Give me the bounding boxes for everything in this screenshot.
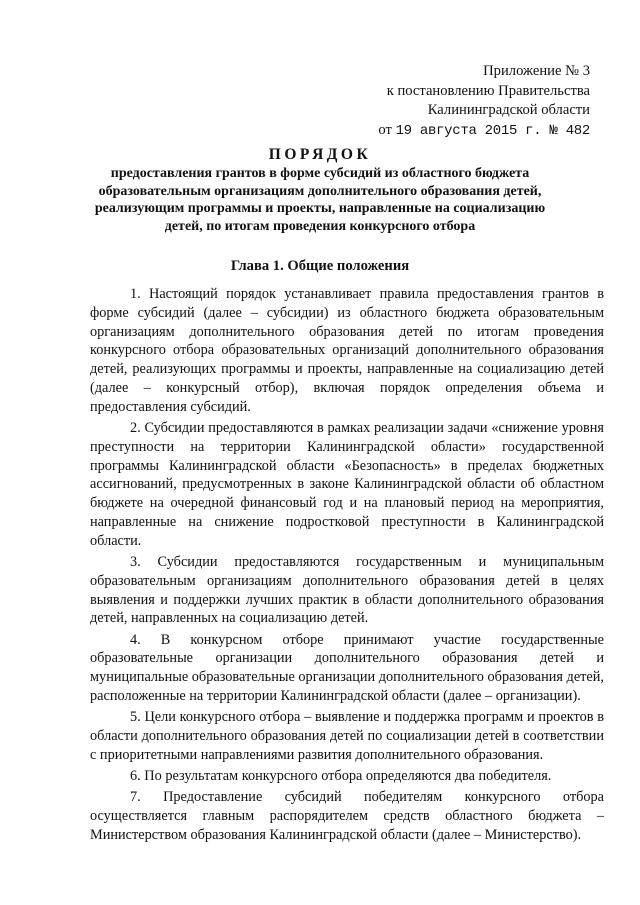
paragraph-1: 1. Настоящий порядок устанавливает правила предоставления грантов в форме субсидий (далее – субсидии) из областного бюджета образовательным организациям дополнительного образования детей по итогам проведения конкурсного отбора образовательных организаций дополнительного образования детей, реализующих программы и проекты, направленные на социализацию детей (далее – конкурсный отбор), включая порядок определения объема и предоставления субсидий. [90, 286, 604, 415]
appendix-region: Калининградской области [427, 102, 590, 118]
document-body [90, 285, 604, 847]
paragraph-7: 7. Предоставление субсидий победителям конкурсного отбора осуществляется главным распорядителем средств областного бюджета – Министерством образования Калининградской области (далее – Министерство). [90, 789, 604, 843]
date-prefix: от [378, 121, 392, 138]
appendix-resolution: к постановлению Правительства [386, 82, 590, 99]
paragraph-6: 6. По результатам конкурсного отбора определяются два победителя. [130, 767, 552, 784]
paragraph-2: 2. Субсидии предоставляются в рамках реализации задачи «снижение уровня преступности на территории Калининградской области» государственной программы Калининградской области «Безопасность» в пределах бюджетных ассигнований, предусмотренных в законе Калининградской области об областном бюджете на очередной финансовый год и на плановый период на мероприятия, направленные на снижение подростковой преступности в Калининградской области. [90, 419, 604, 549]
paragraph-5: 5. Цели конкурсного отбора – выявление и поддержка программ и проектов в области дополнительного образования детей по социализации детей в соответствии с приоритетными направлениями развития дополнительного образования. [90, 709, 604, 763]
appendix-block [340, 62, 590, 141]
paragraph-4: 4. В конкурсном отборе принимают участие государственные образовательные организации дополнительного образования детей и муниципальные образовательные организации дополнительного образования детей, расположенные на территории Калининградской области (далее – организации). [90, 631, 604, 704]
date-value: 19 августа 2015 г. № 482 [395, 122, 590, 139]
document-subtitle: предоставления грантов в форме субсидий из областного бюджета образовательным организациям дополнительного образования детей, реализующим программы и проекты, направленные на социализацию детей, по итогам проведения конкурсного отбора [94, 166, 546, 234]
document-title: ПОРЯДОК [268, 146, 372, 163]
appendix-number: Приложение № 3 [483, 63, 590, 79]
chapter-heading: Глава 1. Общие положения [230, 258, 410, 274]
appendix-date [340, 121, 590, 142]
paragraph-3: 3. Субсидии предоставляются государственным и муниципальным образовательным организациям дополнительного образования детей в целях выявления и поддержки лучших практик в области дополнительного образования детей, направленных на социализацию детей. [90, 553, 604, 627]
